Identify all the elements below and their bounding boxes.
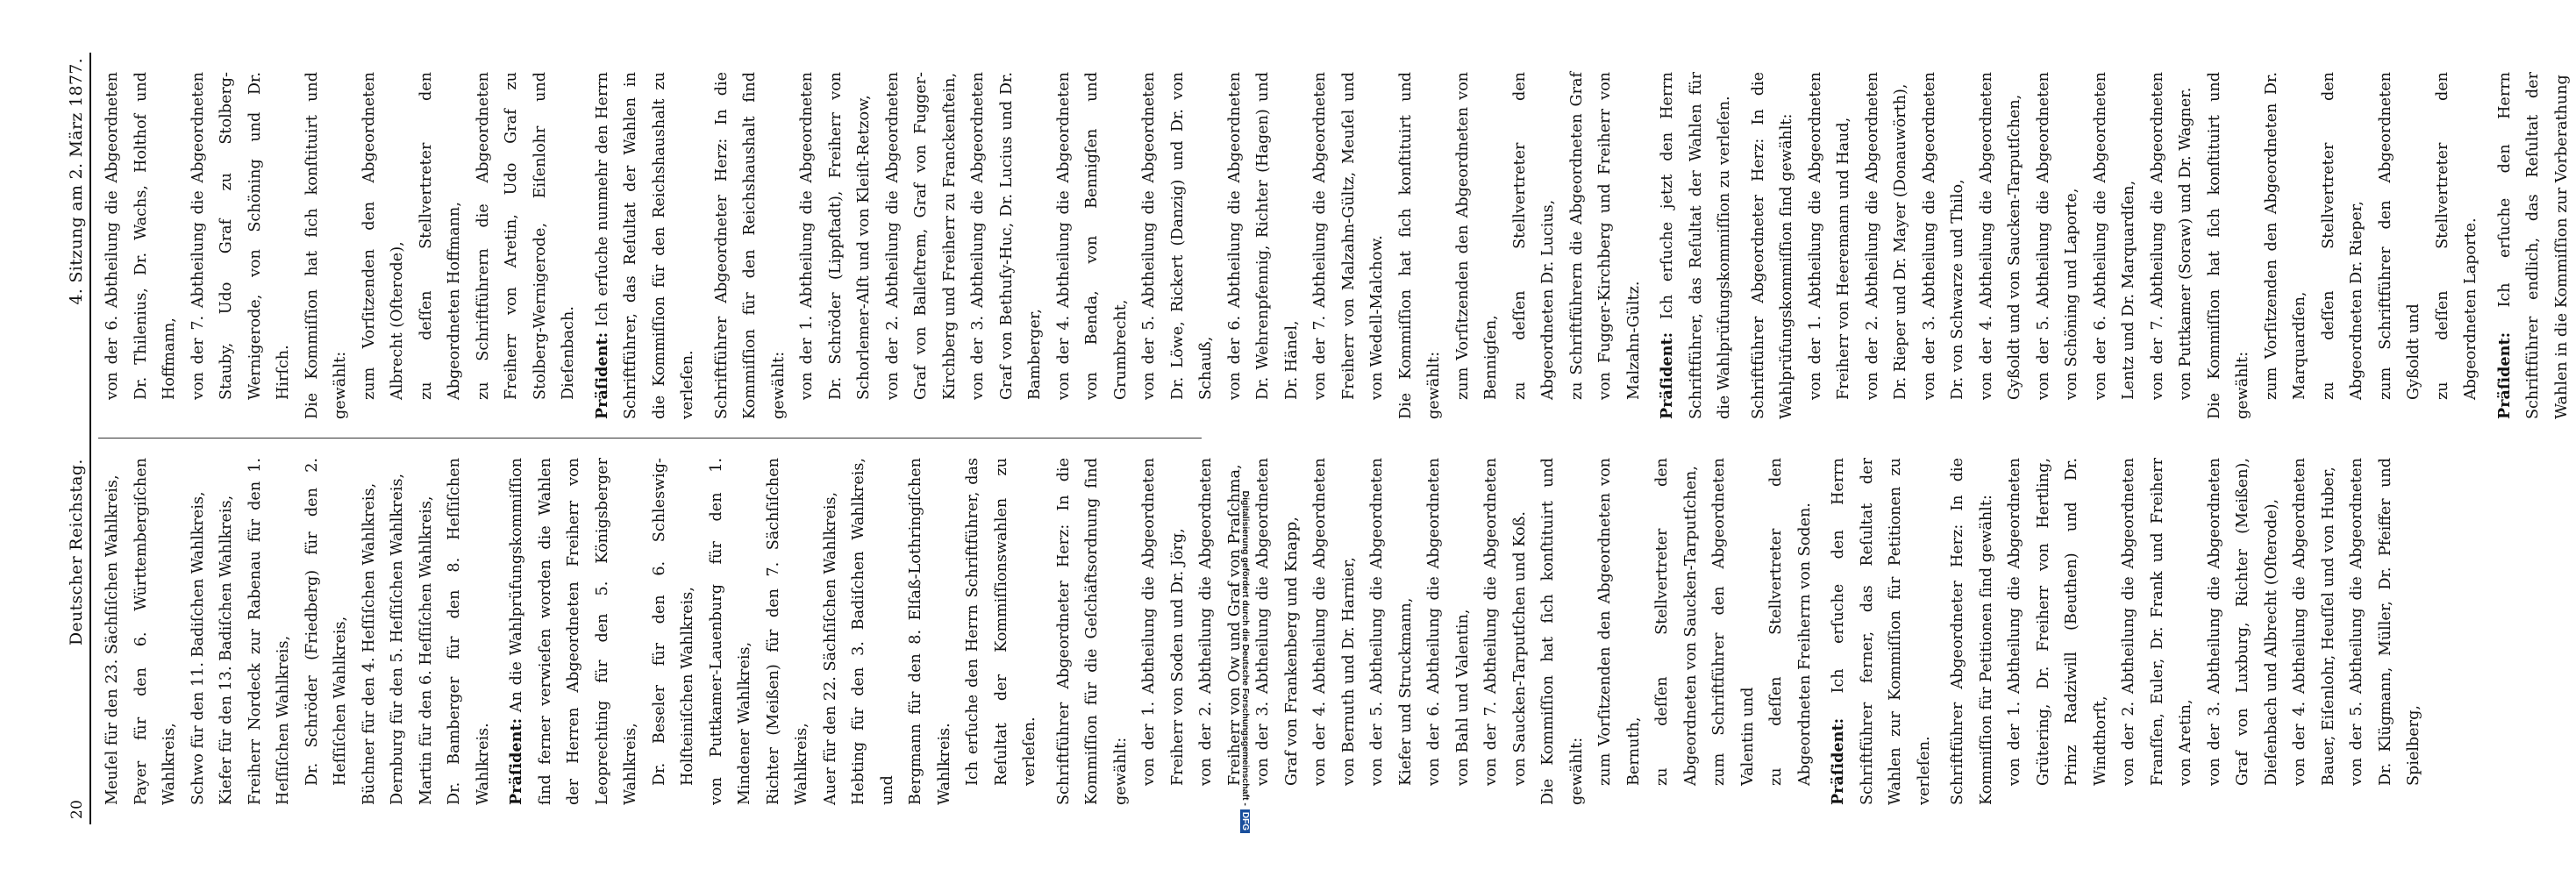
paragraph-text: Dr. Schröder (Friedberg) für den 2. Heſſiſchen Wahlkreis, [303, 458, 349, 786]
paragraph [298, 72, 355, 419]
paragraph [959, 458, 1045, 805]
paragraph-text: Dernburg für den 5. Heſſiſchen Wahlkreis, [389, 473, 406, 805]
paragraph [127, 458, 184, 805]
paragraph [2201, 458, 2287, 805]
paragraph [1050, 72, 1136, 419]
header-title-right: 4. Sitzung am 2. März 1877. [67, 58, 86, 305]
paragraph [1745, 72, 1802, 419]
paragraph [2372, 72, 2429, 419]
paragraph-text: Auer für den 22. Sächſiſchen Wahlkreis, [821, 491, 839, 805]
paragraph-text: zum Vorſitzenden den Abgeordneten von Bennigſen, [1453, 72, 1500, 400]
paragraph [1802, 72, 1859, 419]
paragraph-text: zu Schriftführern die Abgeordneten Graf von Fugger-Kirchberg und Freiherr von Malzahn-Gültz. [1567, 72, 1643, 400]
paragraph-text: von der 7. Abtheilung die Abgeordneten Stauby, Udo Graf zu Stolberg-Wernigerode, von Schöning und Dr. Hirſch. [189, 72, 292, 400]
paragraph [98, 72, 184, 419]
paragraph [793, 72, 879, 419]
paragraph [879, 72, 965, 419]
paragraph-text: Freiherr Nordeck zur Rabenau für den 1. Heſſiſchen Wahlkreis, [246, 458, 292, 805]
paragraph-text: Die Kommiſſion hat ſich konſtituirt und gewählt: [1396, 72, 1443, 419]
paragraph [1135, 458, 1192, 805]
paragraph-text: zu Schriftführern die Abgeordneten Freiherr von Aretin, Udo Graf zu Stolberg-Wernigerode, Eiſenlohr und Dieſenbach. [474, 72, 577, 400]
paragraph-text: von der 2. Abtheilung die Abgeordneten Franſſen, Euler, Dr. Frank und Freiherr von Aretin, [2120, 458, 2194, 786]
paragraph-text: von der 2. Abtheilung die Abgeordneten Dr. Rieper und Dr. Mayer (Donauwörth), [1863, 72, 1909, 400]
paragraph [412, 458, 441, 805]
paragraph-text: von der 5. Abtheilung die Abgeordneten Kiefer und Struckmann, [1368, 458, 1415, 786]
paragraph [1306, 72, 1392, 419]
paragraph [1135, 72, 1221, 419]
paragraph-text: von der 1. Abtheilung die Abgeordneten Freiherr von Heeremann und Haud, [1806, 72, 1852, 400]
paragraph [2491, 72, 2576, 419]
paragraph-text: von der 4. Abtheilung die Abgeordneten von Bernuth und Dr. Harnier, [1311, 458, 1358, 786]
paragraph [2030, 72, 2087, 419]
paragraph-text: von der 5. Abtheilung die Abgeordneten Dr. Löwe, Rickert (Danzig) und Dr. von Schauß, [1140, 72, 1215, 400]
page-number: 20 [68, 799, 86, 819]
paragraph-text: von der 2. Abtheilung die Abgeordneten Freiherr von Ow und Graf von Praſchma, [1197, 458, 1244, 786]
paragraph [902, 458, 959, 805]
paragraph [1859, 72, 1916, 419]
paragraph-text: von der 3. Abtheilung die Abgeordneten Graf von Bethuſy-Huc, Dr. Lucius und Dr. Bamberger, [969, 72, 1044, 400]
paragraph-text: von der 3. Abtheilung die Abgeordneten Graf von Luxburg, Richter (Meißen), Dieſenbach und Albrecht (Oſterode), [2205, 458, 2280, 786]
paragraph-text: von der 5. Abtheilung die Abgeordneten Dr. Klügmann, Müller, Dr. Pfeiffer und Spielberg, [2348, 458, 2423, 786]
paragraph [383, 458, 412, 805]
digitization-text: Digitalisierung gefördert durch die Deutsche Forschungsgemeinschaft - [1240, 490, 1251, 806]
paragraph [1916, 72, 1973, 419]
paragraph-text: Meuſel für den 23. Sächſiſchen Wahlkreis, [103, 474, 121, 805]
paragraph [2343, 458, 2429, 805]
paragraph [845, 458, 902, 805]
paragraph [440, 458, 497, 805]
paragraph [2144, 72, 2201, 419]
paragraph-text: Schriftführer Abgeordneter Herz: In die Kommiſſion für den Reichshaushalt ſind gewählt: [712, 72, 788, 419]
paragraph [1477, 458, 1534, 805]
paragraph-text: Schriftführer Abgeordneter Herz: In die Kommiſſion für Petitionen ſind gewählt: [1949, 458, 1995, 805]
paragraph [2315, 72, 2372, 419]
paragraph-text: Schriftführer Abgeordneter Herz: In die Kommiſſion für die Geſchäftsordnung ſind gewählt: [1054, 458, 1130, 805]
paragraph [212, 458, 241, 805]
paragraph [589, 72, 703, 419]
paragraph [1973, 72, 2030, 419]
paragraph-text: zum Schriftführer den Abgeordneten Valentin und [1710, 458, 1757, 786]
paragraph [646, 458, 703, 805]
paragraph-text: Dr. Beseler für den 6. Schleswig-Holſteiniſchen Wahlkreis, [650, 458, 696, 786]
paragraph-text: Dr. Bamberger für den 8. Heſſiſchen Wahlkreis. [446, 458, 492, 805]
paragraph [1653, 72, 1739, 419]
page-header [56, 53, 91, 824]
speaker-label: Präſident: [592, 332, 611, 419]
paragraph [1648, 458, 1705, 805]
paragraph-text: von der 7. Abtheilung die Abgeordneten von Puttkamer (Soraw) und Dr. Wagner. [2148, 72, 2194, 400]
paragraph-text: Die Kommiſſion hat ſich konſtituirt und gewählt: [1539, 458, 1586, 805]
header-title-left: Deutscher Reichstag. [67, 459, 86, 646]
paragraph-text: von der 1. Abtheilung die Abgeordneten Dr. Schröder (Lippſtadt), Freiherr von Schorlemer-Alſt und von Kleiſt-Retzow, [798, 72, 873, 400]
paragraph-text: von der 2. Abtheilung die Abgeordneten Graf von Balleſtrem, Graf von Fugger-Kirchberg und Freiherr zu Franckenſtein, [883, 72, 959, 400]
paragraph-text: Martin für den 6. Heſſiſchen Wahlkreis, [417, 496, 435, 805]
paragraph [98, 458, 127, 805]
paragraph [1506, 72, 1563, 419]
paragraph [1824, 458, 1938, 805]
speaker-label: Präſident: [1829, 717, 1847, 805]
paragraph-text: von der 4. Abtheilung die Abgeordneten von Benda, von Bennigſen und Grumbrecht, [1054, 72, 1130, 400]
paragraph [1306, 458, 1363, 805]
paragraph [1944, 458, 2001, 805]
paragraph-text: zum Vorſitzenden den Abgeordneten Dr. Marquardſen, [2262, 72, 2308, 400]
paragraph-text: zu deſſen Stellvertreter den Abgeordneten Dr. Rieper, [2319, 72, 2365, 400]
paragraph-text: von der 5. Abtheilung die Abgeordneten von Schöning und Laporte, [2034, 72, 2080, 400]
paragraph-text: von der 7. Abtheilung die Abgeordneten von Saucken-Tarputſchen und Koß. [1482, 458, 1529, 786]
paragraph-text: zu deſſen Stellvertreter den Abgeordneten von Saucken-Tarputſchen, [1653, 458, 1700, 786]
paragraph-text: Ich erſuche den Herrn Schriftführer ferner, das Reſultat der Wahlen zur Kommiſſion für Petitionen zu verleſen. [1830, 458, 1933, 805]
paragraph-text: von der 1. Abtheilung die Abgeordneten Grütering, Dr. Freiherr von Hertling, Prinz Radziwill (Beuthen) und Dr. Windthorſt, [2006, 458, 2109, 786]
paragraph-text: zum Schriftführer den Abgeordneten Gyßoldt und [2376, 72, 2423, 400]
digitization-note [1233, 0, 1254, 877]
right-column [98, 53, 2571, 438]
paragraph-text: Ich erſuche den Herrn Schriftführer, das Reſultat der Kommiſſionswahlen zu verleſen. [964, 458, 1038, 786]
paragraph-text: Payer für den 6. Württembergiſchen Wahlkreis, [132, 458, 178, 805]
paragraph [2258, 72, 2315, 419]
paragraph [355, 458, 384, 805]
paragraph-text: Büchner für den 4. Heſſiſchen Wahlkreis, [360, 482, 378, 805]
paragraph-text: zum Vorſitzenden den Abgeordneten von Bernuth, [1596, 458, 1643, 786]
paragraph [703, 458, 760, 805]
paragraph [2115, 458, 2201, 805]
paragraph-text: von der 6. Abtheilung die Abgeordneten Dr. Wehrenpfennig, Richter (Hagen) und Dr. Hänel, [1225, 72, 1301, 400]
paragraph [1591, 458, 1648, 805]
paragraph-text: von der 6. Abtheilung die Abgeordneten Dr. Thilenius, Dr. Wachs, Holthof und Hoffmann, [103, 72, 178, 400]
paragraph-text: Ich erſuche den Herrn Schriftführer endlich, das Reſultat der Wahlen in die Kommiſſion zur Vorberathung [2495, 72, 2571, 419]
paragraph [298, 458, 355, 805]
paragraph-text: von der 3. Abtheilung die Abgeordneten Graf von Frankenberg und Knapp, [1254, 458, 1301, 786]
paragraph-text: zum Vorſitzenden den Abgeordneten Albrecht (Oſterode), [360, 72, 406, 400]
paragraph-text: zu deſſen Stellvertreter den Abgeordneten Hoffmann, [417, 72, 463, 400]
paragraph [1449, 72, 1506, 419]
paragraph [2001, 458, 2115, 805]
paragraph [2201, 72, 2258, 419]
paragraph-text: Hebting für den 3. Badiſchen Wahlkreis, und [850, 458, 896, 805]
paragraph-text: Die Kommiſſion hat ſich konſtituirt und gewählt: [303, 72, 349, 419]
paragraph-text: von der 4. Abtheilung die Abgeordneten Bauer, Eiſenlohr, Heuſſel und von Huber, [2291, 458, 2337, 786]
paragraph-text: Kiefer für den 13. Badiſchen Wahlkreis, [218, 495, 235, 805]
paragraph-text: von der 7. Abtheilung die Abgeordneten Freiherr von Malzahn-Gültz, Meuſel und von Wedell-Malchow. [1311, 72, 1386, 400]
paragraph-text: Ich erſuche jetzt den Herrn Schriftführer, das Reſultat der Wahlen für die Wahlprüfungskommiſſion zu verleſen. [1659, 72, 1733, 419]
paragraph [184, 72, 298, 419]
paragraph-text: zu deſſen Stellvertreter den Abgeordneten Laporte. [2433, 72, 2480, 400]
dfg-logo: DFG [1240, 809, 1250, 833]
paragraph [2286, 458, 2343, 805]
paragraph [1392, 72, 1449, 419]
paragraph [1563, 72, 1649, 419]
paragraph [817, 458, 846, 805]
paragraph [1249, 458, 1306, 805]
paragraph-text: Schwo für den 11. Badiſchen Wahlkreis, [189, 491, 207, 805]
speaker-label: Präſident: [507, 717, 525, 805]
paragraph [1705, 458, 1762, 805]
paragraph [2429, 72, 2486, 419]
paragraph-text: von der 3. Abtheilung die Abgeordneten Dr. von Schwarze und Thilo, [1920, 72, 1966, 400]
paragraph [1363, 458, 1420, 805]
paragraph [1050, 458, 1136, 805]
paragraph [412, 72, 469, 419]
paragraph-text: zu deſſen Stellvertreter den Abgeordneten Dr. Lucius, [1510, 72, 1557, 400]
paragraph-text: Bergmann für den 8. Elſaß-Lothringiſchen Wahlkreis. [907, 458, 953, 805]
paragraph-text: von der 6. Abtheilung die Abgeordneten Lentz und Dr. Marquardſen, [2091, 72, 2137, 400]
paragraph-text: von Puttkamer-Lauenburg für den 1. Mindener Wahlkreis, [707, 458, 753, 805]
paragraph [1762, 458, 1819, 805]
paragraph [708, 72, 794, 419]
paragraph [469, 72, 583, 419]
paragraph-text: Die Kommiſſion hat ſich konſtituirt und gewählt: [2205, 72, 2251, 419]
paragraph-text: von der 1. Abtheilung die Abgeordneten Freiherr von Soden und Dr. Jörg, [1140, 458, 1187, 786]
paragraph-text: Schriftführer Abgeordneter Herz: In die Wahlprüfungskommiſſion ſind gewählt: [1749, 72, 1795, 419]
paragraph [1420, 458, 1477, 805]
paragraph-text: von der 4. Abtheilung die Abgeordneten Gyßoldt und von Saucken-Tarputſchen, [1977, 72, 2023, 400]
paragraph [355, 72, 412, 419]
paragraph [760, 458, 817, 805]
paragraph [2087, 72, 2144, 419]
paragraph [964, 72, 1050, 419]
paragraph-text: An die Wahlprüfungskommiſſion ſind ferner verwieſen worden die Wahlen der Herren Abgeordneten Freiherr von Leoprechting für den 5. Königsberger Wahlkreis, [508, 458, 639, 805]
paragraph-text: Richter (Meißen) für den 7. Sächſiſchen Wahlkreis, [764, 458, 810, 805]
paragraph [241, 458, 298, 805]
paragraph [184, 458, 213, 805]
paragraph [1534, 458, 1591, 805]
speaker-label: Präſident: [1658, 332, 1676, 419]
paragraph-text: von der 6. Abtheilung die Abgeordneten von Bahl und Valentin, [1425, 458, 1472, 786]
paragraph-text: Ich erſuche nunmehr den Herrn Schriftführer, das Reſultat der Wahlen in die Kommiſſion für den Reichshaushalt zu verleſen. [593, 72, 696, 419]
paragraph-text: zu deſſen Stellvertreter den Abgeordneten Freiherrn von Soden. [1767, 458, 1814, 786]
paragraph [503, 458, 646, 805]
speaker-label: Präſident: [2494, 332, 2514, 419]
